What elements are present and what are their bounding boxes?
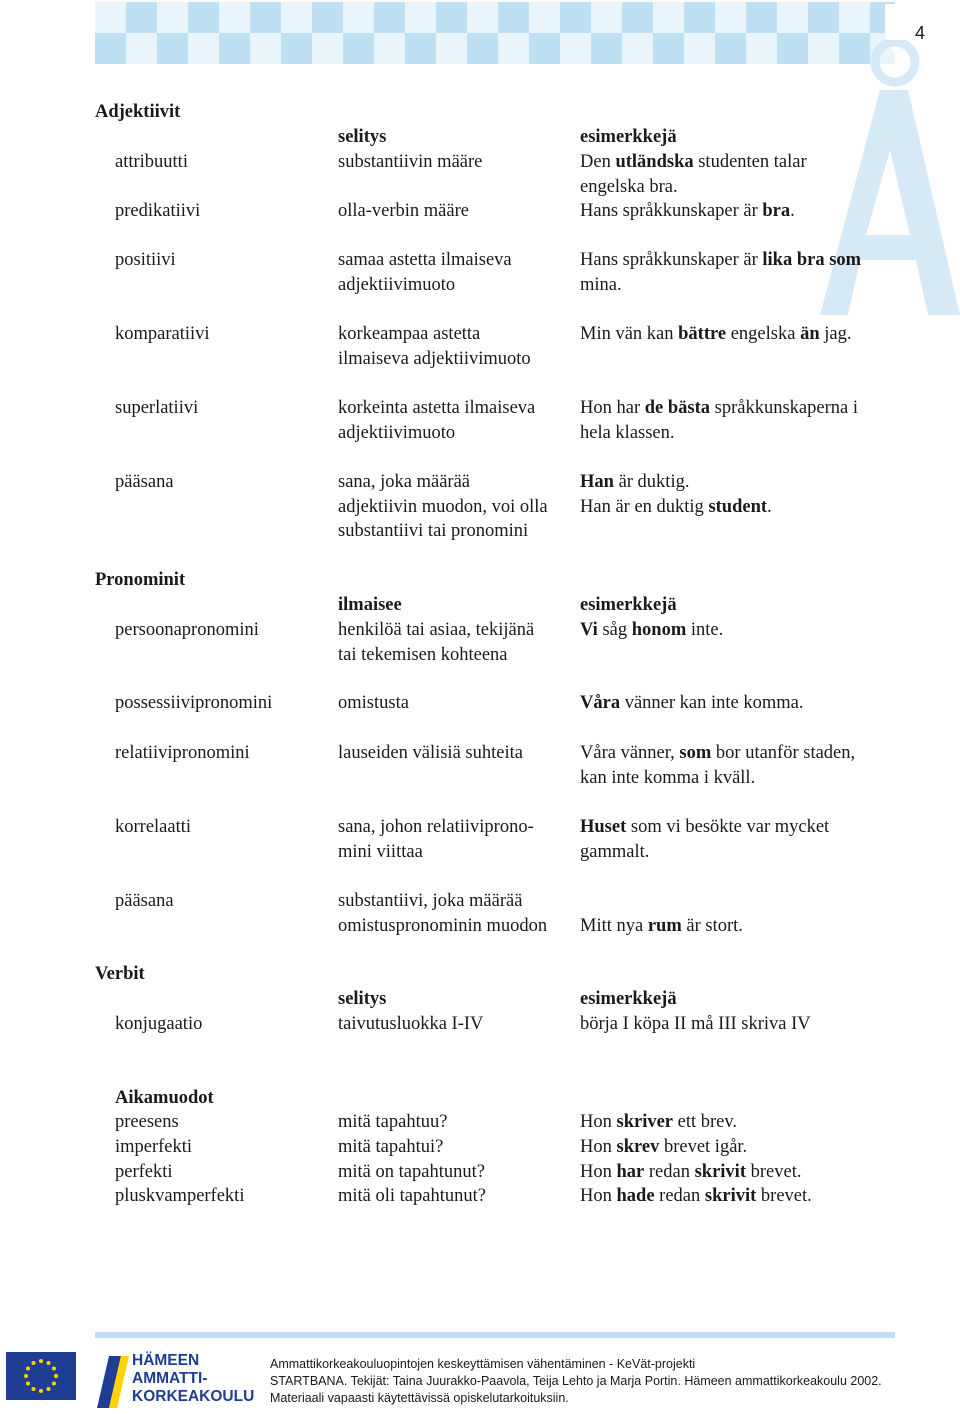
- definition: mitä on tapahtunut?: [338, 1162, 485, 1182]
- column-header-selitys: selitys: [338, 127, 387, 147]
- definition: korkeampaa astetta ilmaiseva adjektiivimuoto: [338, 324, 531, 369]
- example: Vi såg honom inte.: [580, 620, 724, 640]
- example: Hon har de bästa språkkunskaperna i hela klassen.: [580, 398, 858, 443]
- term: perfekti: [115, 1162, 173, 1182]
- section-title-adjektiivit: Adjektiivit: [95, 102, 181, 122]
- footer-divider: [95, 1332, 895, 1338]
- term: pääsana: [115, 472, 174, 492]
- term: pluskvamperfekti: [115, 1186, 245, 1206]
- example: Hon skriver ett brev.: [580, 1112, 738, 1132]
- definition: sana, joka määrää adjektiivin muodon, voi olla substantiivi tai pronomini: [338, 472, 548, 541]
- hamk-logo-text: HÄMEEN AMMATTI- KORKEAKOULU: [132, 1352, 255, 1405]
- example: Min vän kan bättre engelska än jag.: [580, 324, 852, 344]
- definition: lauseiden välisiä suhteita: [338, 743, 523, 763]
- term: possessiivipronomini: [115, 693, 273, 713]
- footer-authors-line: STARTBANA. Tekijät: Taina Juurakko-Paavola, Teija Lehto ja Marja Portin. Hämeen ammattikorkeakoulu 2002.: [270, 1374, 882, 1388]
- term: pääsana: [115, 891, 174, 911]
- example: Hans språkkunskaper är lika bra som mina.: [580, 250, 862, 295]
- column-header-esimerkkeja: esimerkkejä: [580, 127, 677, 147]
- definition: henkilöä tai asiaa, tekijänä tai tekemisen kohteena: [338, 620, 535, 665]
- example: Huset som vi besökte var mycket gammalt.: [580, 817, 830, 862]
- term: superlatiivi: [115, 398, 199, 418]
- example: Hon har redan skrivit brevet.: [580, 1162, 802, 1182]
- page-number-text: 4: [914, 22, 925, 43]
- section-title-aikamuodot: Aikamuodot: [115, 1088, 214, 1108]
- column-header-ilmaisee: ilmaisee: [338, 595, 402, 615]
- term: relatiivipronomini: [115, 743, 250, 763]
- term: korrelaatti: [115, 817, 192, 837]
- example: Våra vänner, som bor utanför staden, kan inte komma i kväll.: [580, 743, 856, 788]
- footer-project-line: Ammattikorkeakouluopintojen keskeyttämisen vähentäminen - KeVät-projekti: [270, 1357, 696, 1371]
- definition: taivutusluokka I-IV: [338, 1014, 484, 1034]
- section-title-verbit: Verbit: [95, 964, 145, 984]
- definition: korkeinta astetta ilmaiseva adjektiivimuoto: [338, 398, 536, 443]
- example: Hon hade redan skrivit brevet.: [580, 1186, 812, 1206]
- example: Hans språkkunskaper är bra.: [580, 201, 795, 221]
- definition: sana, johon relatiivipronо- mini viittaa: [338, 817, 534, 862]
- definition: mitä tapahtuu?: [338, 1112, 448, 1132]
- section-title-pronominit: Pronominit: [95, 570, 186, 590]
- definition: olla-verbin määre: [338, 201, 469, 221]
- definition: substantiivi, joka määrää omistuspronominin muodon: [338, 891, 548, 936]
- example: Mitt nya rum är stort.: [580, 915, 743, 936]
- definition: samaa astetta ilmaiseva adjektiivimuoto: [338, 250, 512, 295]
- column-header-esimerkkeja: esimerkkejä: [580, 595, 677, 615]
- definition: omistusta: [338, 693, 409, 713]
- footer-license-line: Materiaali vapaasti käytettävissä opiskelutarkoituksiin.: [270, 1391, 569, 1405]
- example: Han är duktig. Han är en duktig student.: [580, 472, 772, 517]
- term: imperfekti: [115, 1137, 193, 1157]
- eu-flag-icon: [6, 1352, 76, 1400]
- term: konjugaatio: [115, 1014, 203, 1034]
- definition: mitä tapahtui?: [338, 1137, 444, 1157]
- term: persoonapronomini: [115, 620, 259, 640]
- term: preesens: [115, 1112, 179, 1132]
- term: attribuutti: [115, 152, 188, 172]
- term: predikatiivi: [115, 201, 201, 221]
- definition: substantiivin määre: [338, 152, 483, 172]
- term: komparatiivi: [115, 324, 210, 344]
- example: Våra vänner kan inte komma.: [580, 693, 804, 713]
- column-header-esimerkkeja: esimerkkejä: [580, 989, 677, 1009]
- column-header-selitys: selitys: [338, 989, 387, 1009]
- term: positiivi: [115, 250, 176, 270]
- example: Hon skrev brevet igår.: [580, 1137, 748, 1157]
- example: börja I köpa II må III skriva IV: [580, 1014, 811, 1034]
- example: Den utländska studenten talar engelska bra.: [580, 152, 807, 197]
- definition: mitä oli tapahtunut?: [338, 1186, 486, 1206]
